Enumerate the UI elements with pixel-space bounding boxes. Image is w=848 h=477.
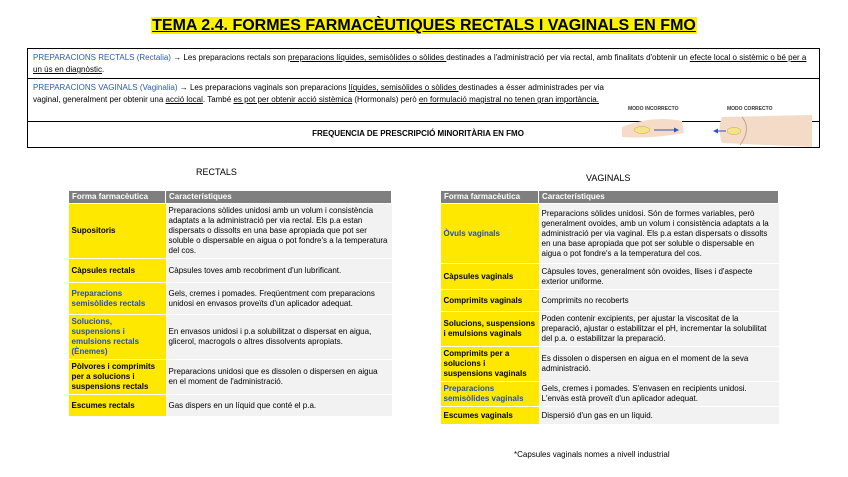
vaginals-label: VAGINALS: [586, 173, 631, 183]
table-header-row: [441, 191, 779, 204]
table-row: [441, 407, 779, 425]
form-cell: Solucions, suspensions i emulsions vaginals: [441, 312, 539, 347]
desc-cell: Gels, cremes i pomades. S'envasen en recipients unidosi. L'envàs està proveït d'un aplicador adequat.: [539, 382, 779, 407]
desc-cell: Comprimits no recoberts: [539, 290, 779, 312]
form-cell: Comprimits vaginals: [441, 290, 539, 312]
correct-label: MODO CORRECTO: [727, 106, 773, 112]
table-row: [69, 360, 392, 395]
frequency-label: FREQUENCIA DE PRESCRIPCIÓ MINORITÀRIA EN FMO: [312, 129, 524, 138]
table-row: [441, 312, 779, 347]
form-cell: Preparacions semisòlides vaginals: [441, 382, 539, 407]
form-cell: Escumes rectals: [69, 395, 166, 417]
column-header: Forma farmacèutica: [69, 191, 166, 204]
table-header-row: [69, 191, 392, 204]
desc-cell: En envasos unidosi i p.a solubilitzat o dispersat en aigua, glicerol, macrogols o altres dissolvents apropiats.: [166, 315, 392, 360]
desc-cell: Poden contenir excipients, per ajustar la viscositat de la preparació, ajustar o estabilitzar el pH, incrementar la solubilitat del p.a. o estabilitzar la preparació.: [539, 312, 779, 347]
vaginal-definition: PREPARACIONS VAGINALS (Vaginalia) → Les preparacions vaginals son preparacions líquides, semisòlides o sòlides destinades a ésser administrades per via vaginal, generalment per obtenir una acció local. També es pot per obtenir acció sistèmica (Hormonals) però en formulació magistral no tenen gran importància.: [28, 79, 819, 122]
form-cell: Preparacions semisòlides rectals: [69, 283, 166, 315]
form-cell: Comprimits per a solucions i suspensions vaginals: [441, 347, 539, 382]
rectal-definition: PREPARACIONS RECTALS (Rectalia) → Les preparacions rectals son preparacions líquides, semisòlides o sòlides destinades a l'administració per via rectal, amb finalitats d'obtenir un efecte local o sistèmic o bé per a un ús en diagnòstic.: [28, 49, 819, 79]
desc-cell: Gas dispers en un líquid que conté el p.a.: [166, 395, 392, 417]
application-diagram: [622, 103, 812, 151]
rectals-label: RECTALS: [196, 167, 237, 177]
table-row: [441, 290, 779, 312]
column-header: Característiques: [539, 191, 779, 204]
form-cell: Pòlvores i comprimits per a solucions i suspensions rectals: [69, 360, 166, 395]
form-cell: Supositoris: [69, 204, 166, 259]
desc-cell: Gels, cremes i pomades. Freqüentment com preparacions unidosi en envasos proveïts d'un aplicador adequat.: [166, 283, 392, 315]
table-row: [69, 315, 392, 360]
table-row: [69, 259, 392, 283]
table-row: [441, 204, 779, 264]
form-cell: Càpsules vaginals: [441, 264, 539, 290]
table-row: [441, 347, 779, 382]
table-row: [441, 264, 779, 290]
page-title: TEMA 2.4. FORMES FARMACÈUTIQUES RECTALS I VAGINALS EN FMO: [152, 17, 696, 34]
vaginals-table: [440, 190, 779, 425]
table-row: [441, 382, 779, 407]
desc-cell: Preparacions unidosi que es dissolen o dispersen en aigua en el moment de l'administració.: [166, 360, 392, 395]
form-cell: Solucions, suspensions i emulsions rectals (Ènemes): [69, 315, 166, 360]
rectals-table: [68, 190, 392, 417]
form-cell: Òvuls vaginals: [441, 204, 539, 264]
table-row: [69, 395, 392, 417]
form-cell: Càpsules rectals: [69, 259, 166, 283]
suppository-diagram-icon: [622, 103, 812, 151]
desc-cell: Es dissolen o dispersen en aigua en el moment de la seva administració.: [539, 347, 779, 382]
incorrect-label: MODO INCORRECTO: [628, 106, 679, 112]
desc-cell: Preparacions sòlides unidosi amb un volum i consistència adaptats a la administració per via rectal. Els p.a estan dispersats o dissolts en una base apropiada que pot ser soluble o dispersable en aigua o pot fondre's a la temperatura del cos.: [166, 204, 392, 259]
desc-cell: Càpsules toves, generalment són ovoides, llises i d'aspecte exterior uniforme.: [539, 264, 779, 290]
column-header: Característiques: [166, 191, 392, 204]
footnote: *Capsules vaginals nomes a nivell industrial: [514, 450, 670, 459]
table-row: [69, 283, 392, 315]
form-cell: Escumes vaginals: [441, 407, 539, 425]
column-header: Forma farmacèutica: [441, 191, 539, 204]
desc-cell: Càpsules toves amb recobriment d'un lubrificant.: [166, 259, 392, 283]
desc-cell: Dispersió d'un gas en un líquid.: [539, 407, 779, 425]
table-row: [69, 204, 392, 259]
desc-cell: Preparacions sòlides unidosi. Són de formes variables, però generalment ovoides, amb un volum i consistència adaptats a la administració per via vaginal. Els p.a estan dispersats o dissolts en una base apropiada que pot ser soluble o dispersable en aigua o pot fondre's a la temperatura del cos.: [539, 204, 779, 264]
